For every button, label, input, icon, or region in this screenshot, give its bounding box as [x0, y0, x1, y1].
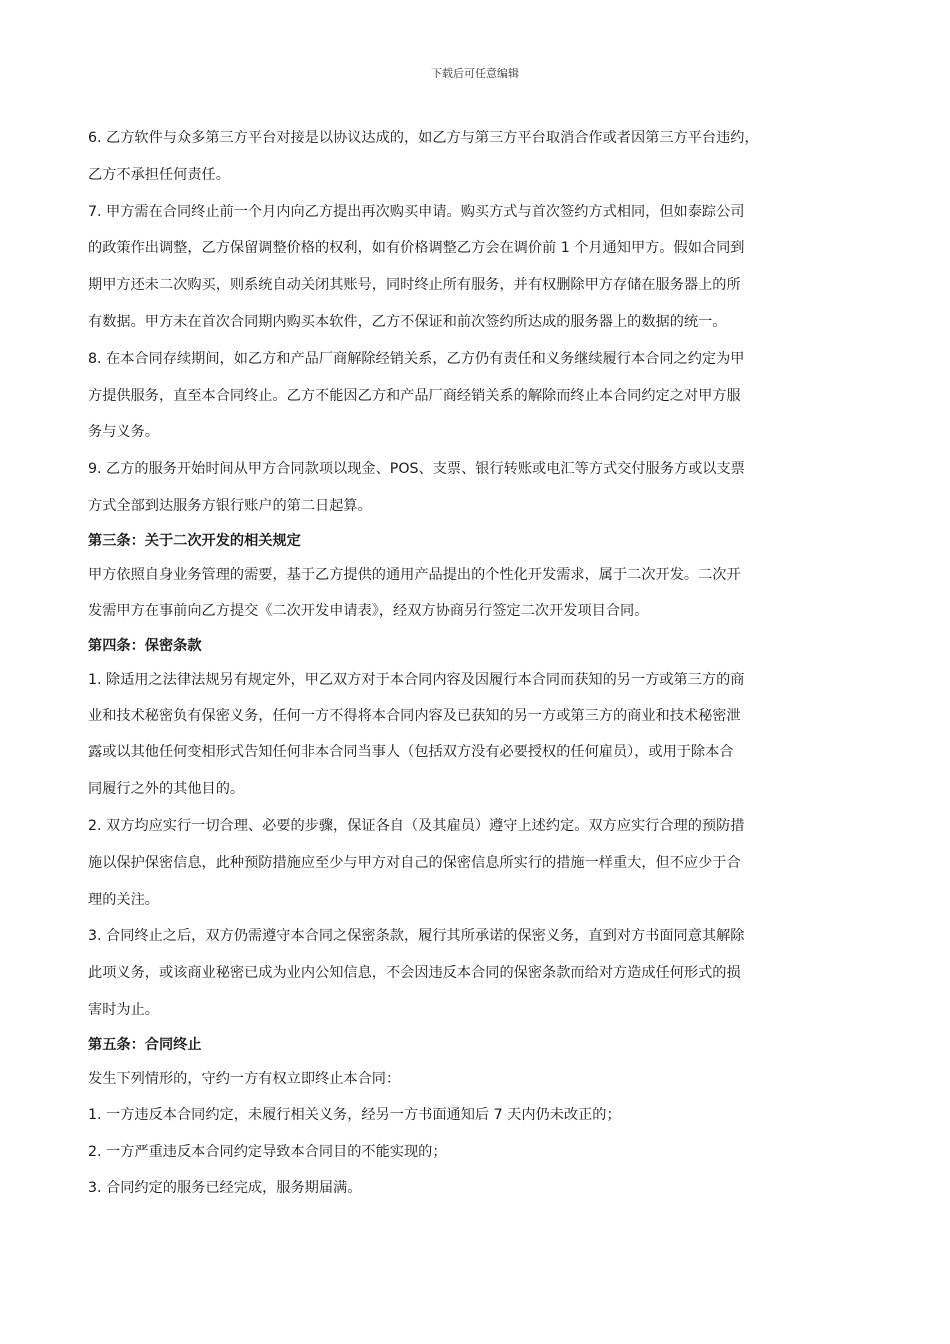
document-body: [88, 120, 878, 1207]
body-line: 6. 乙方软件与众多第三方平台对接是以协议达成的，如乙方与第三方平台取消合作或者因第三方平台违约，: [88, 130, 759, 146]
body-line: 同履行之外的其他目的。: [88, 781, 245, 798]
body-line: 发需甲方在事前向乙方提交《二次开发申请表》，经双方协商另行签定二次开发项目合同。: [88, 602, 649, 619]
body-line: 3. 合同约定的服务已经完成，服务期届满。: [88, 1180, 362, 1197]
body-line: 甲方依照自身业务管理的需要，基于乙方提供的通用产品提出的个性化开发需求，属于二次开发。二次开: [88, 566, 741, 583]
body-line: 7. 甲方需在合同终止前一个月内向乙方提出再次购买申请。购买方式与首次签约方式相同，但如泰踪公司: [88, 203, 745, 220]
body-line: 方提供服务，直至本合同终止。乙方不能因乙方和产品厂商经销关系的解除而终止本合同约定之对甲方服: [88, 387, 741, 404]
body-line: 期甲方还未二次购买，则系统自动关闭其账号，同时终止所有服务，并有权删除甲方存储在服务器上的所: [88, 277, 741, 294]
section-heading-article-5: 第五条：合同终止: [88, 1036, 202, 1053]
section-heading-article-4: 第四条：保密条款: [88, 637, 202, 654]
body-line: 害时为止。: [88, 1001, 159, 1018]
section-heading-article-3: 第三条：关于二次开发的相关规定: [88, 532, 301, 549]
body-line: 有数据。甲方未在首次合同期内购买本软件，乙方不保证和前次签约所达成的服务器上的数据的统一。: [88, 313, 727, 330]
body-line: 9. 乙方的服务开始时间从甲方合同款项以现金、POS、支票、银行转账或电汇等方式交付服务方或以支票: [88, 461, 745, 478]
body-line: 业和技术秘密负有保密义务，任何一方不得将本合同内容及已获知的另一方或第三方的商业和技术秘密泄: [88, 707, 741, 724]
body-line: 发生下列情形的，守约一方有权立即终止本合同：: [88, 1070, 401, 1087]
body-line: 此项义务，或该商业秘密已成为业内公知信息，不会因违反本合同的保密条款而给对方造成任何形式的损: [88, 965, 741, 982]
body-line: 务与义务。: [88, 424, 159, 441]
body-line: 乙方不承担任何责任。: [88, 166, 230, 183]
body-line: 施以保护保密信息，此种预防措施应至少与甲方对自己的保密信息所实行的措施一样重大，但不应少于合: [88, 854, 741, 871]
body-line: 1. 除适用之法律法规另有规定外，甲乙双方对于本合同内容及因履行本合同而获知的另一方或第三方的商: [88, 671, 745, 688]
body-line: 2. 一方严重违反本合同约定导致本合同目的不能实现的；: [88, 1143, 447, 1160]
header-note: 下载后可任意编辑: [431, 67, 519, 80]
body-line: 的政策作出调整，乙方保留调整价格的权利，如有价格调整乙方会在调价前 1 个月通知甲方。假如合同到: [88, 240, 745, 257]
body-line: 1. 一方违反本合同约定，未履行相关义务，经另一方书面通知后 7 天内仍未改正的；: [88, 1106, 621, 1123]
body-line: 2. 双方均应实行一切合理、必要的步骤，保证各自（及其雇员）遵守上述约定。双方应实行合理的预防措: [88, 817, 745, 834]
body-line: 方式全部到达服务方银行账户的第二日起算。: [88, 497, 372, 514]
body-line: 3. 合同终止之后，双方仍需遵守本合同之保密条款，履行其所承诺的保密义务，直到对方书面同意其解除: [88, 928, 745, 945]
body-line: 露或以其他任何变相形式告知任何非本合同当事人（包括双方没有必要授权的任何雇员），或用于除本合: [88, 744, 734, 761]
body-line: 理的关注。: [88, 891, 159, 908]
body-line: 8. 在本合同存续期间，如乙方和产品厂商解除经销关系，乙方仍有责任和义务继续履行本合同之约定为甲: [88, 350, 745, 367]
